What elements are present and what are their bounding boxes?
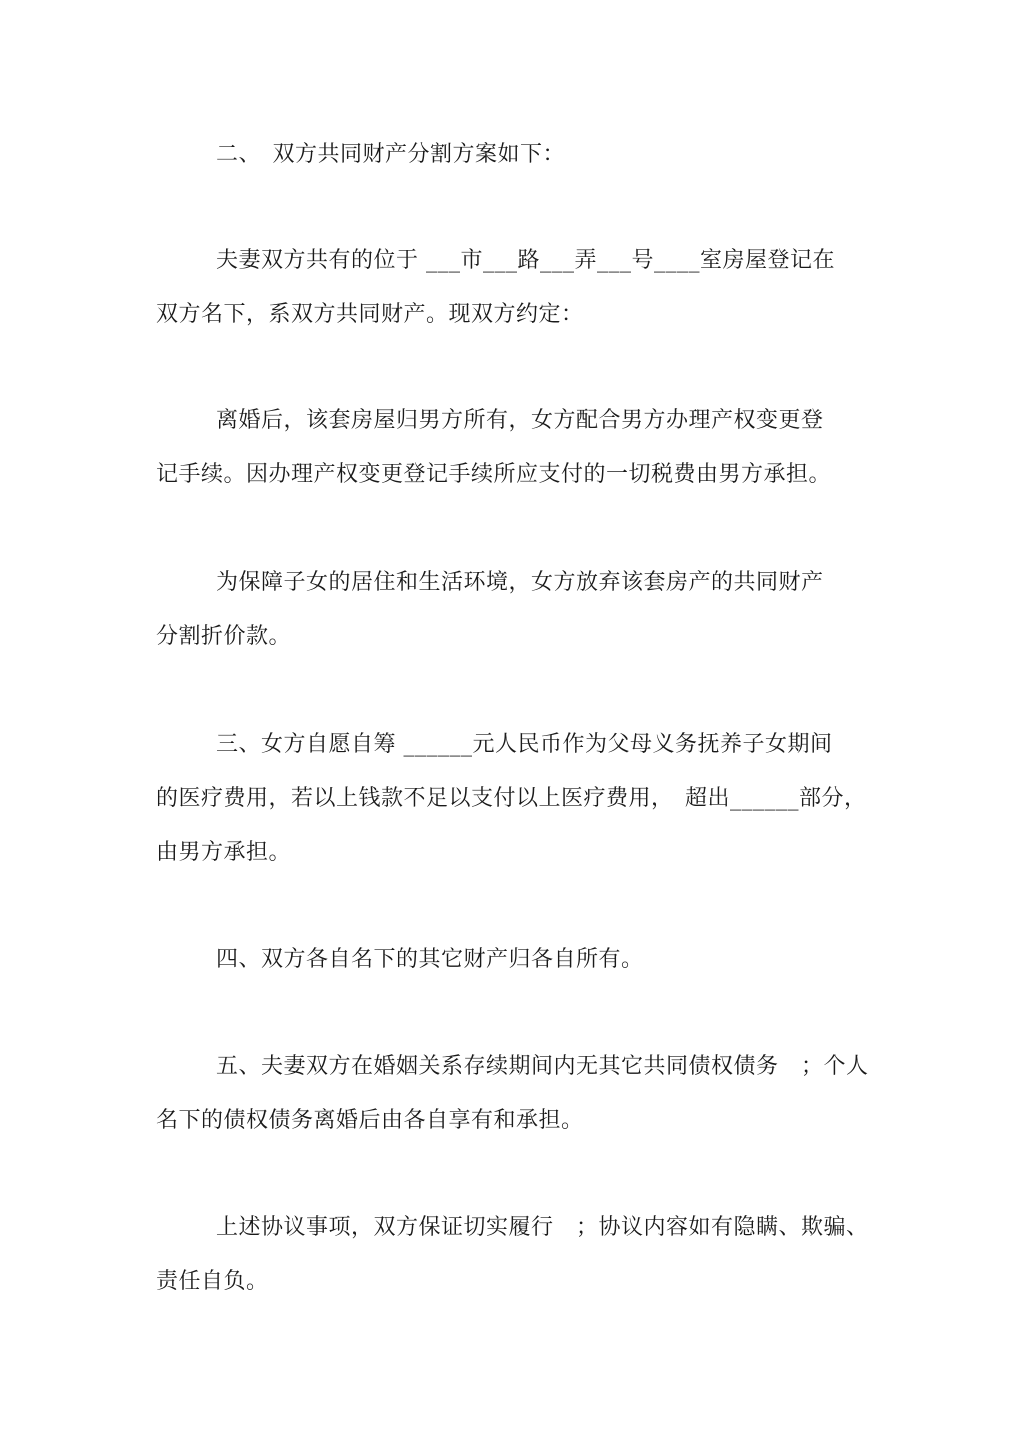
closing-paragraph-line-2: 责任自负。 (156, 1269, 269, 1294)
section-3-line-2: 的医疗费用，若以上钱款不足以支付以上医疗费用， 超出______部分， (156, 786, 867, 811)
closing-paragraph-line-1: 上述协议事项，双方保证切实履行 ；协议内容如有隐瞒、欺骗、 (216, 1215, 869, 1240)
after-divorce-paragraph-line-1: 离婚后，该套房屋归男方所有，女方配合男方办理产权变更登 (216, 408, 824, 433)
section-5-line-2: 名下的债权债务离婚后由各自享有和承担。 (156, 1108, 584, 1133)
child-environment-paragraph-line-2: 分割折价款。 (156, 624, 292, 649)
house-paragraph-line-1: 夫妻双方共有的位于 ___市___路___弄___号____室房屋登记在 (216, 248, 835, 273)
section-5-line-1: 五、夫妻双方在婚姻关系存续期间内无其它共同债权债务 ；个人 (216, 1054, 869, 1079)
child-environment-paragraph-line-1: 为保障子女的居住和生活环境，女方放弃该套房产的共同财产 (216, 570, 824, 595)
section-3-line-3: 由男方承担。 (156, 840, 292, 865)
section-4-line-1: 四、双方各自名下的其它财产归各自所有。 (216, 947, 644, 972)
house-paragraph-line-2: 双方名下，系双方共同财产。现双方约定： (156, 302, 584, 327)
section-3-line-1: 三、女方自愿自筹 ______元人民币作为父母义务抚养子女期间 (216, 732, 833, 757)
after-divorce-paragraph-line-2: 记手续。因办理产权变更登记手续所应支付的一切税费由男方承担。 (156, 462, 832, 487)
section-2-heading: 二、 双方共同财产分割方案如下： (216, 142, 566, 167)
